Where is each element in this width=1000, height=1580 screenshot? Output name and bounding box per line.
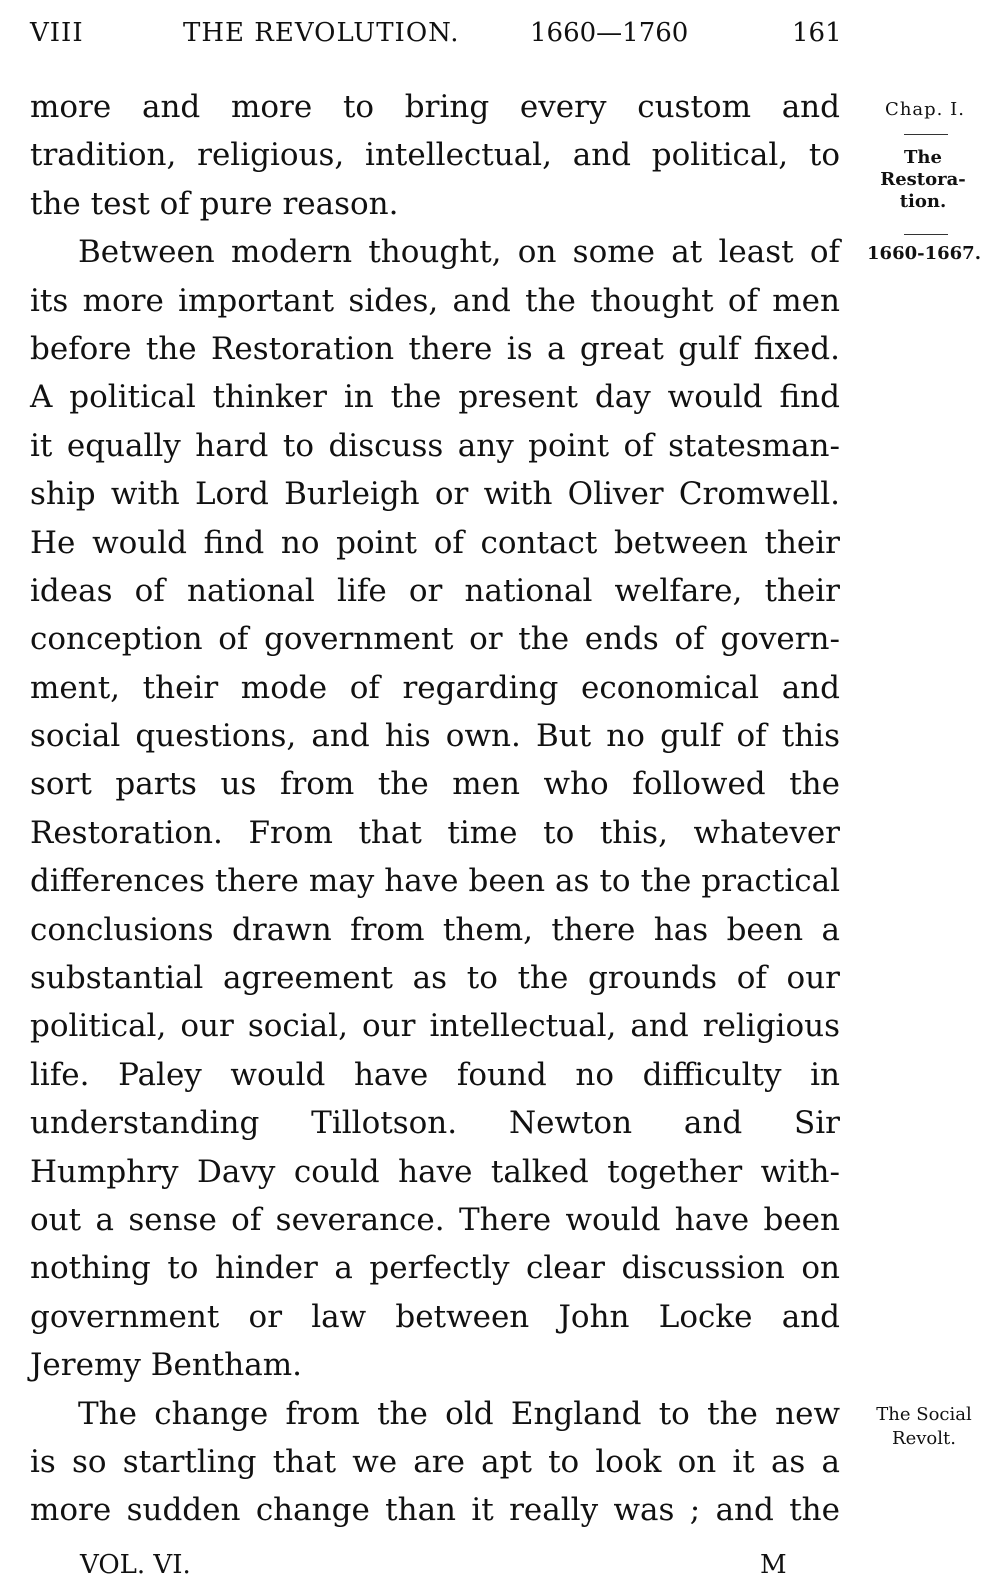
text-line: more and more to bring every custom and [30, 89, 840, 125]
marginal-section-line: Restora- [880, 169, 966, 190]
marginal-divider [904, 234, 948, 235]
text-line: is so startling that we are apt to look on it as a [30, 1443, 840, 1480]
page-footer [80, 1550, 840, 1580]
text-line: The change from the old England to the new [78, 1395, 840, 1432]
text-line: Humphry Davy could have talked together with- [30, 1153, 840, 1190]
text-line: understanding Tillotson. Newton and Sir [30, 1105, 840, 1142]
text-line: it equally hard to discuss any point of statesman- [30, 427, 840, 464]
marginal-divider [904, 134, 948, 135]
marginal-note-social-revolt [860, 1403, 988, 1451]
text-line: social questions, and his own. But no gulf of this [30, 718, 840, 755]
text-line: A political thinker in the present day would find [30, 379, 840, 416]
text-line: substantial agreement as to the grounds of our [30, 960, 840, 997]
text-line: its more important sides, and the thought of men [30, 282, 840, 319]
text-line: the test of pure reason. [30, 185, 399, 222]
marginal-note-line: The Social [876, 1404, 972, 1425]
text-line: tradition, religious, intellectual, and political, to [30, 137, 840, 174]
text-line: government or law between John Locke and [30, 1298, 840, 1335]
text-line: Between modern thought, on some at least of [78, 234, 840, 271]
text-line: before the Restoration there is a great gulf fixed. [30, 330, 840, 367]
text-line: sort parts us from the men who followed the [30, 766, 840, 803]
text-line: conclusions drawn from them, there has been a [30, 911, 840, 948]
text-line: ship with Lord Burleigh or with Oliver Cromwell. [30, 476, 840, 513]
page-number: 161 [792, 18, 842, 48]
text-line: Restoration. From that time to this, whatever [30, 814, 840, 851]
text-line: He would find no point of contact between their [30, 524, 840, 561]
book-number: VIII [30, 18, 84, 48]
text-line: Jeremy Bentham. [30, 1347, 302, 1384]
date-range: 1660—1760 [530, 18, 689, 48]
text-line: ideas of national life or national welfare, their [30, 572, 840, 609]
marginal-dates: 1660-1667. [867, 243, 981, 264]
text-line: ment, their mode of regarding economical and [30, 669, 840, 706]
text-line: political, our social, our intellectual, and religious [30, 1008, 840, 1045]
running-header [30, 16, 850, 52]
body-text [30, 83, 840, 1535]
marginal-section-line: The [904, 147, 942, 168]
text-line: out a sense of severance. There would have been [30, 1201, 840, 1238]
text-line: more sudden change than it really was ; and the [30, 1492, 840, 1529]
printer-signature: M [760, 1550, 787, 1580]
marginal-chapter-label: Chap. I. [885, 99, 965, 120]
text-line: nothing to hinder a perfectly clear discussion on [30, 1250, 840, 1287]
marginal-note-line: Revolt. [892, 1428, 956, 1449]
text-line: conception of government or the ends of govern- [30, 621, 840, 658]
marginal-section-line: tion. [899, 191, 947, 212]
text-line: life. Paley would have found no difficulty in [30, 1056, 840, 1093]
running-title: THE REVOLUTION. [183, 18, 460, 48]
text-line: differences there may have been as to the practical [30, 863, 840, 900]
volume-signature: VOL. VI. [80, 1550, 191, 1580]
marginal-section-title [870, 147, 976, 213]
